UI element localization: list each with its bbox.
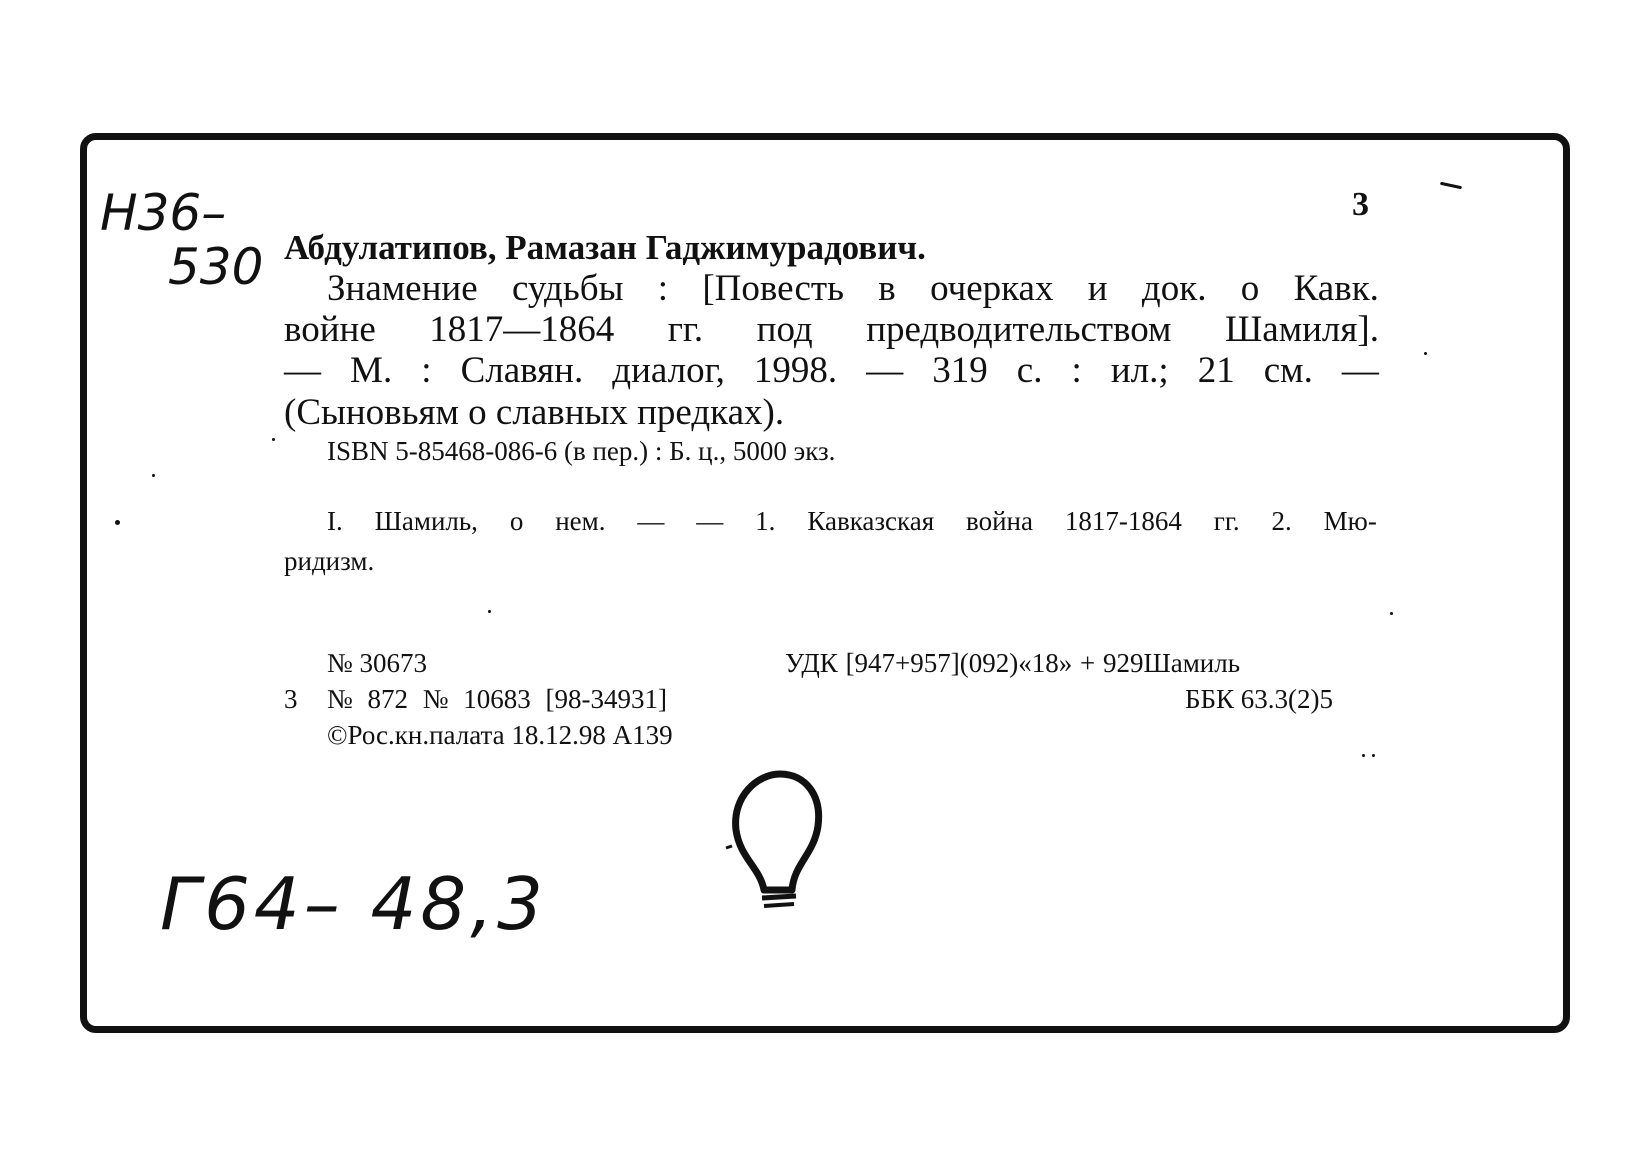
word: : xyxy=(1071,350,1082,391)
word: в xyxy=(878,268,896,309)
word: 21 xyxy=(1197,350,1235,391)
udk-index: УДК [947+957](092)«18» + 929Шамиль xyxy=(785,648,1241,678)
word: с. xyxy=(1016,350,1043,391)
bbk-index: ББК 63.3(2)5 xyxy=(1185,684,1333,714)
scan-speck xyxy=(1372,754,1375,757)
word: 319 xyxy=(932,350,988,391)
word: I. xyxy=(327,506,343,536)
word: война xyxy=(966,506,1033,536)
word: — xyxy=(696,506,724,536)
lightbulb-icon xyxy=(722,768,832,918)
word: 2. xyxy=(1271,506,1292,536)
author-heading: Абдулатипов, Рамазан Гаджимурадович. xyxy=(284,228,926,267)
scan-speck xyxy=(1362,754,1365,757)
word: — xyxy=(1341,350,1379,391)
word: см. xyxy=(1263,350,1313,391)
record-number: № 30673 xyxy=(327,648,428,678)
word: и xyxy=(1087,268,1108,309)
word: М. xyxy=(350,350,393,391)
scan-speck xyxy=(1424,352,1427,355)
word: 1817—1864 xyxy=(429,309,615,350)
word: Славян. xyxy=(460,350,584,391)
word: : xyxy=(421,350,432,391)
word: док. xyxy=(1141,268,1207,309)
word: — xyxy=(284,350,321,391)
subjects-line-1 xyxy=(327,508,1377,535)
card-number: 3 xyxy=(1352,186,1369,223)
title-line-3 xyxy=(284,352,1379,389)
word: о xyxy=(1240,268,1260,309)
word: 1998. xyxy=(753,350,838,391)
subjects-line-2: ридизм. xyxy=(284,546,375,576)
copies-line: № 872 № 10683 [98-34931] xyxy=(327,684,667,714)
scan-speck xyxy=(272,438,275,441)
word: 1. xyxy=(755,506,776,536)
word: диалог, xyxy=(612,350,725,391)
word: судьбы xyxy=(511,268,624,309)
title-line-1 xyxy=(327,270,1379,307)
series-statement: (Сыновьям о славных предках). xyxy=(284,392,785,433)
word: Шамиль, xyxy=(374,506,478,536)
book-chamber-line: ©Рос.кн.палата 18.12.98 А139 xyxy=(327,720,673,750)
word: войне xyxy=(284,309,376,350)
word: о xyxy=(509,506,524,536)
isbn-line: ISBN 5-85468-086-6 (в пер.) : Б. ц., 5000 экз. xyxy=(327,436,836,466)
word: : xyxy=(657,268,669,309)
word: — xyxy=(637,506,665,536)
scan-speck xyxy=(1390,612,1393,615)
word: [Повесть xyxy=(702,268,844,309)
word: 1817-1864 xyxy=(1064,506,1182,536)
word: гг. xyxy=(667,309,704,350)
word: под xyxy=(756,309,813,350)
handwritten-shelf-mark-bottom: 530 xyxy=(168,238,264,296)
word: Кавк. xyxy=(1293,268,1379,309)
word: Мю- xyxy=(1323,506,1377,536)
word: Шамиля]. xyxy=(1224,309,1379,350)
title-line-2 xyxy=(284,311,1379,348)
scan-speck xyxy=(152,474,155,477)
handwritten-call-number: Г64– 48,3 xyxy=(160,862,547,946)
word: ил.; xyxy=(1110,350,1169,391)
word: Кавказская xyxy=(807,506,935,536)
copies-prefix: 3 xyxy=(284,684,298,714)
word: Знамение xyxy=(327,268,478,309)
word: — xyxy=(866,350,904,391)
scan-speck xyxy=(488,610,491,613)
word: гг. xyxy=(1213,506,1240,536)
scan-speck xyxy=(115,520,120,525)
handwritten-shelf-mark-top: Н36– xyxy=(100,184,227,242)
word: предводительством xyxy=(866,309,1172,350)
word: нем. xyxy=(555,506,606,536)
word: очерках xyxy=(930,268,1054,309)
